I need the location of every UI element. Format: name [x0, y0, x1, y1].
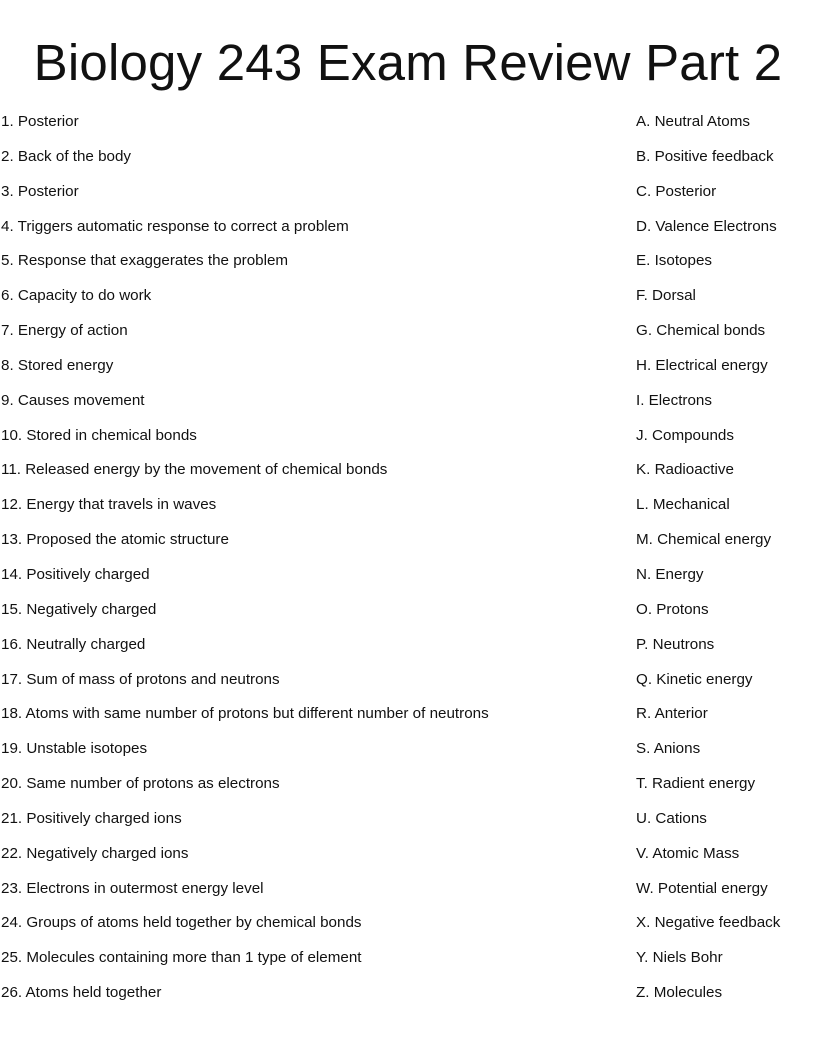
question-item: 16. Neutrally charged: [1, 635, 146, 653]
question-item: 21. Positively charged ions: [1, 809, 182, 827]
answer-item: W. Potential energy: [636, 879, 768, 897]
question-item: 14. Positively charged: [1, 565, 150, 583]
question-item: 5. Response that exaggerates the problem: [1, 252, 289, 270]
question-item: 7. Energy of action: [1, 322, 128, 340]
answer-item: O. Protons: [636, 600, 709, 618]
question-item: 1. Posterior: [1, 113, 79, 130]
question-item: 23. Electrons in outermost energy level: [1, 879, 264, 897]
question-item: 9. Causes movement: [1, 391, 145, 409]
answer-item: Z. Molecules: [636, 984, 723, 1002]
question-item: 17. Sum of mass of protons and neutrons: [1, 670, 280, 688]
question-item: 13. Proposed the atomic structure: [1, 531, 229, 549]
question-item: 26. Atoms held together: [1, 984, 162, 1002]
question-item: 18. Atoms with same number of protons but different number of neutrons: [1, 705, 489, 723]
answer-item: L. Mechanical: [636, 496, 730, 514]
question-item: 19. Unstable isotopes: [1, 740, 148, 758]
answer-item: D. Valence Electrons: [636, 217, 777, 235]
question-item: 20. Same number of protons as electrons: [1, 775, 280, 793]
question-item: 12. Energy that travels in waves: [1, 496, 217, 514]
answer-item: C. Posterior: [636, 182, 717, 200]
question-item: 25. Molecules containing more than 1 type of element: [1, 949, 362, 967]
question-item: 3. Posterior: [1, 182, 79, 200]
answer-item: K. Radioactive: [636, 461, 734, 479]
answer-item: U. Cations: [636, 809, 707, 827]
question-item: 10. Stored in chemical bonds: [1, 426, 197, 444]
answer-item: G. Chemical bonds: [636, 322, 766, 340]
answer-item: F. Dorsal: [636, 287, 696, 305]
question-item: 11. Released energy by the movement of chemical bonds: [1, 461, 388, 479]
answer-item: X. Negative feedback: [636, 914, 781, 932]
question-item: 2. Back of the body: [1, 147, 132, 165]
answer-item: B. Positive feedback: [636, 147, 774, 165]
question-item: 15. Negatively charged: [1, 600, 157, 618]
answer-item: A. Neutral Atoms: [636, 113, 750, 130]
answer-list: [636, 107, 814, 1013]
question-item: 24. Groups of atoms held together by chemical bonds: [1, 914, 362, 932]
question-item: 4. Triggers automatic response to correct a problem: [1, 217, 349, 235]
answer-item: V. Atomic Mass: [636, 844, 740, 862]
answer-item: M. Chemical energy: [636, 531, 772, 549]
answer-item: T. Radient energy: [636, 775, 756, 793]
answer-item: I. Electrons: [636, 391, 712, 409]
answer-item: Y. Niels Bohr: [636, 949, 723, 967]
question-list: [1, 107, 601, 1013]
answer-item: S. Anions: [636, 740, 701, 758]
question-item: 22. Negatively charged ions: [1, 844, 189, 862]
answer-item: P. Neutrons: [636, 635, 715, 653]
answer-item: R. Anterior: [636, 705, 708, 723]
answer-item: E. Isotopes: [636, 252, 712, 270]
answer-item: Q. Kinetic energy: [636, 670, 753, 688]
answer-item: N. Energy: [636, 565, 704, 583]
question-item: 8. Stored energy: [1, 356, 114, 374]
question-item: 6. Capacity to do work: [1, 287, 152, 305]
answer-item: J. Compounds: [636, 426, 734, 444]
page-title: Biology 243 Exam Review Part 2: [33, 34, 783, 91]
answer-item: H. Electrical energy: [636, 356, 768, 374]
